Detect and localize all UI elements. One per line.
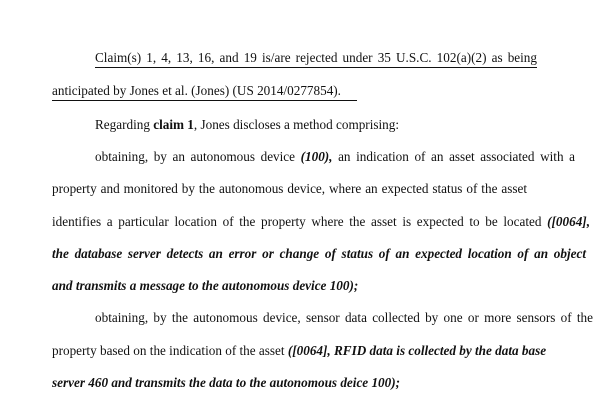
step1-line-2	[52, 181, 527, 197]
step1-line-4	[52, 246, 586, 262]
step1-line-1	[95, 149, 575, 165]
step1-ref-100: (100),	[300, 149, 333, 164]
step2-text-1: obtaining, by the autonomous device, sensor data collected by one or more sensors of the	[95, 310, 593, 325]
rejection-line-2	[52, 83, 357, 101]
rejection-line-1	[95, 50, 537, 68]
step1-text-3a: identifies a particular location of the property where the asset is expected to be located	[52, 214, 548, 229]
step1-line-5	[52, 278, 358, 294]
step1-citation-end: and transmits a message to the autonomous device 100);	[52, 278, 359, 293]
regarding-line	[95, 117, 399, 133]
claim-reference: claim 1	[153, 117, 194, 132]
step2-line-2	[52, 343, 546, 359]
step1-citation-start: ([0064],	[547, 214, 590, 229]
step1-text-2: property and monitored by the autonomous device, where an expected status of the asset	[52, 181, 527, 196]
step2-citation-start: ([0064], RFID data is collected by the data base	[287, 343, 547, 358]
step2-citation-end: server 460 and transmits the data to the autonomous deice 100);	[52, 375, 401, 390]
rejection-text-2: anticipated by Jones et al. (Jones) (US 2014/0277854).	[52, 83, 341, 98]
step2-line-1	[95, 310, 593, 326]
step1-line-3	[52, 214, 590, 230]
regarding-suffix: , Jones discloses a method comprising:	[193, 117, 400, 132]
rejection-text-1: Claim(s) 1, 4, 13, 16, and 19 is/are rejected under 35 U.S.C. 102(a)(2) as being	[95, 50, 537, 65]
step1-citation-text: the database server detects an error or change of status of an expected location of an object	[52, 246, 586, 261]
step1-text-c: an indication of an asset associated with a	[332, 149, 575, 164]
step2-line-3	[52, 375, 400, 391]
regarding-prefix: Regarding	[95, 117, 154, 132]
step1-text-a: obtaining, by an autonomous device	[95, 149, 301, 164]
step2-text-2a: property based on the indication of the asset	[52, 343, 288, 358]
